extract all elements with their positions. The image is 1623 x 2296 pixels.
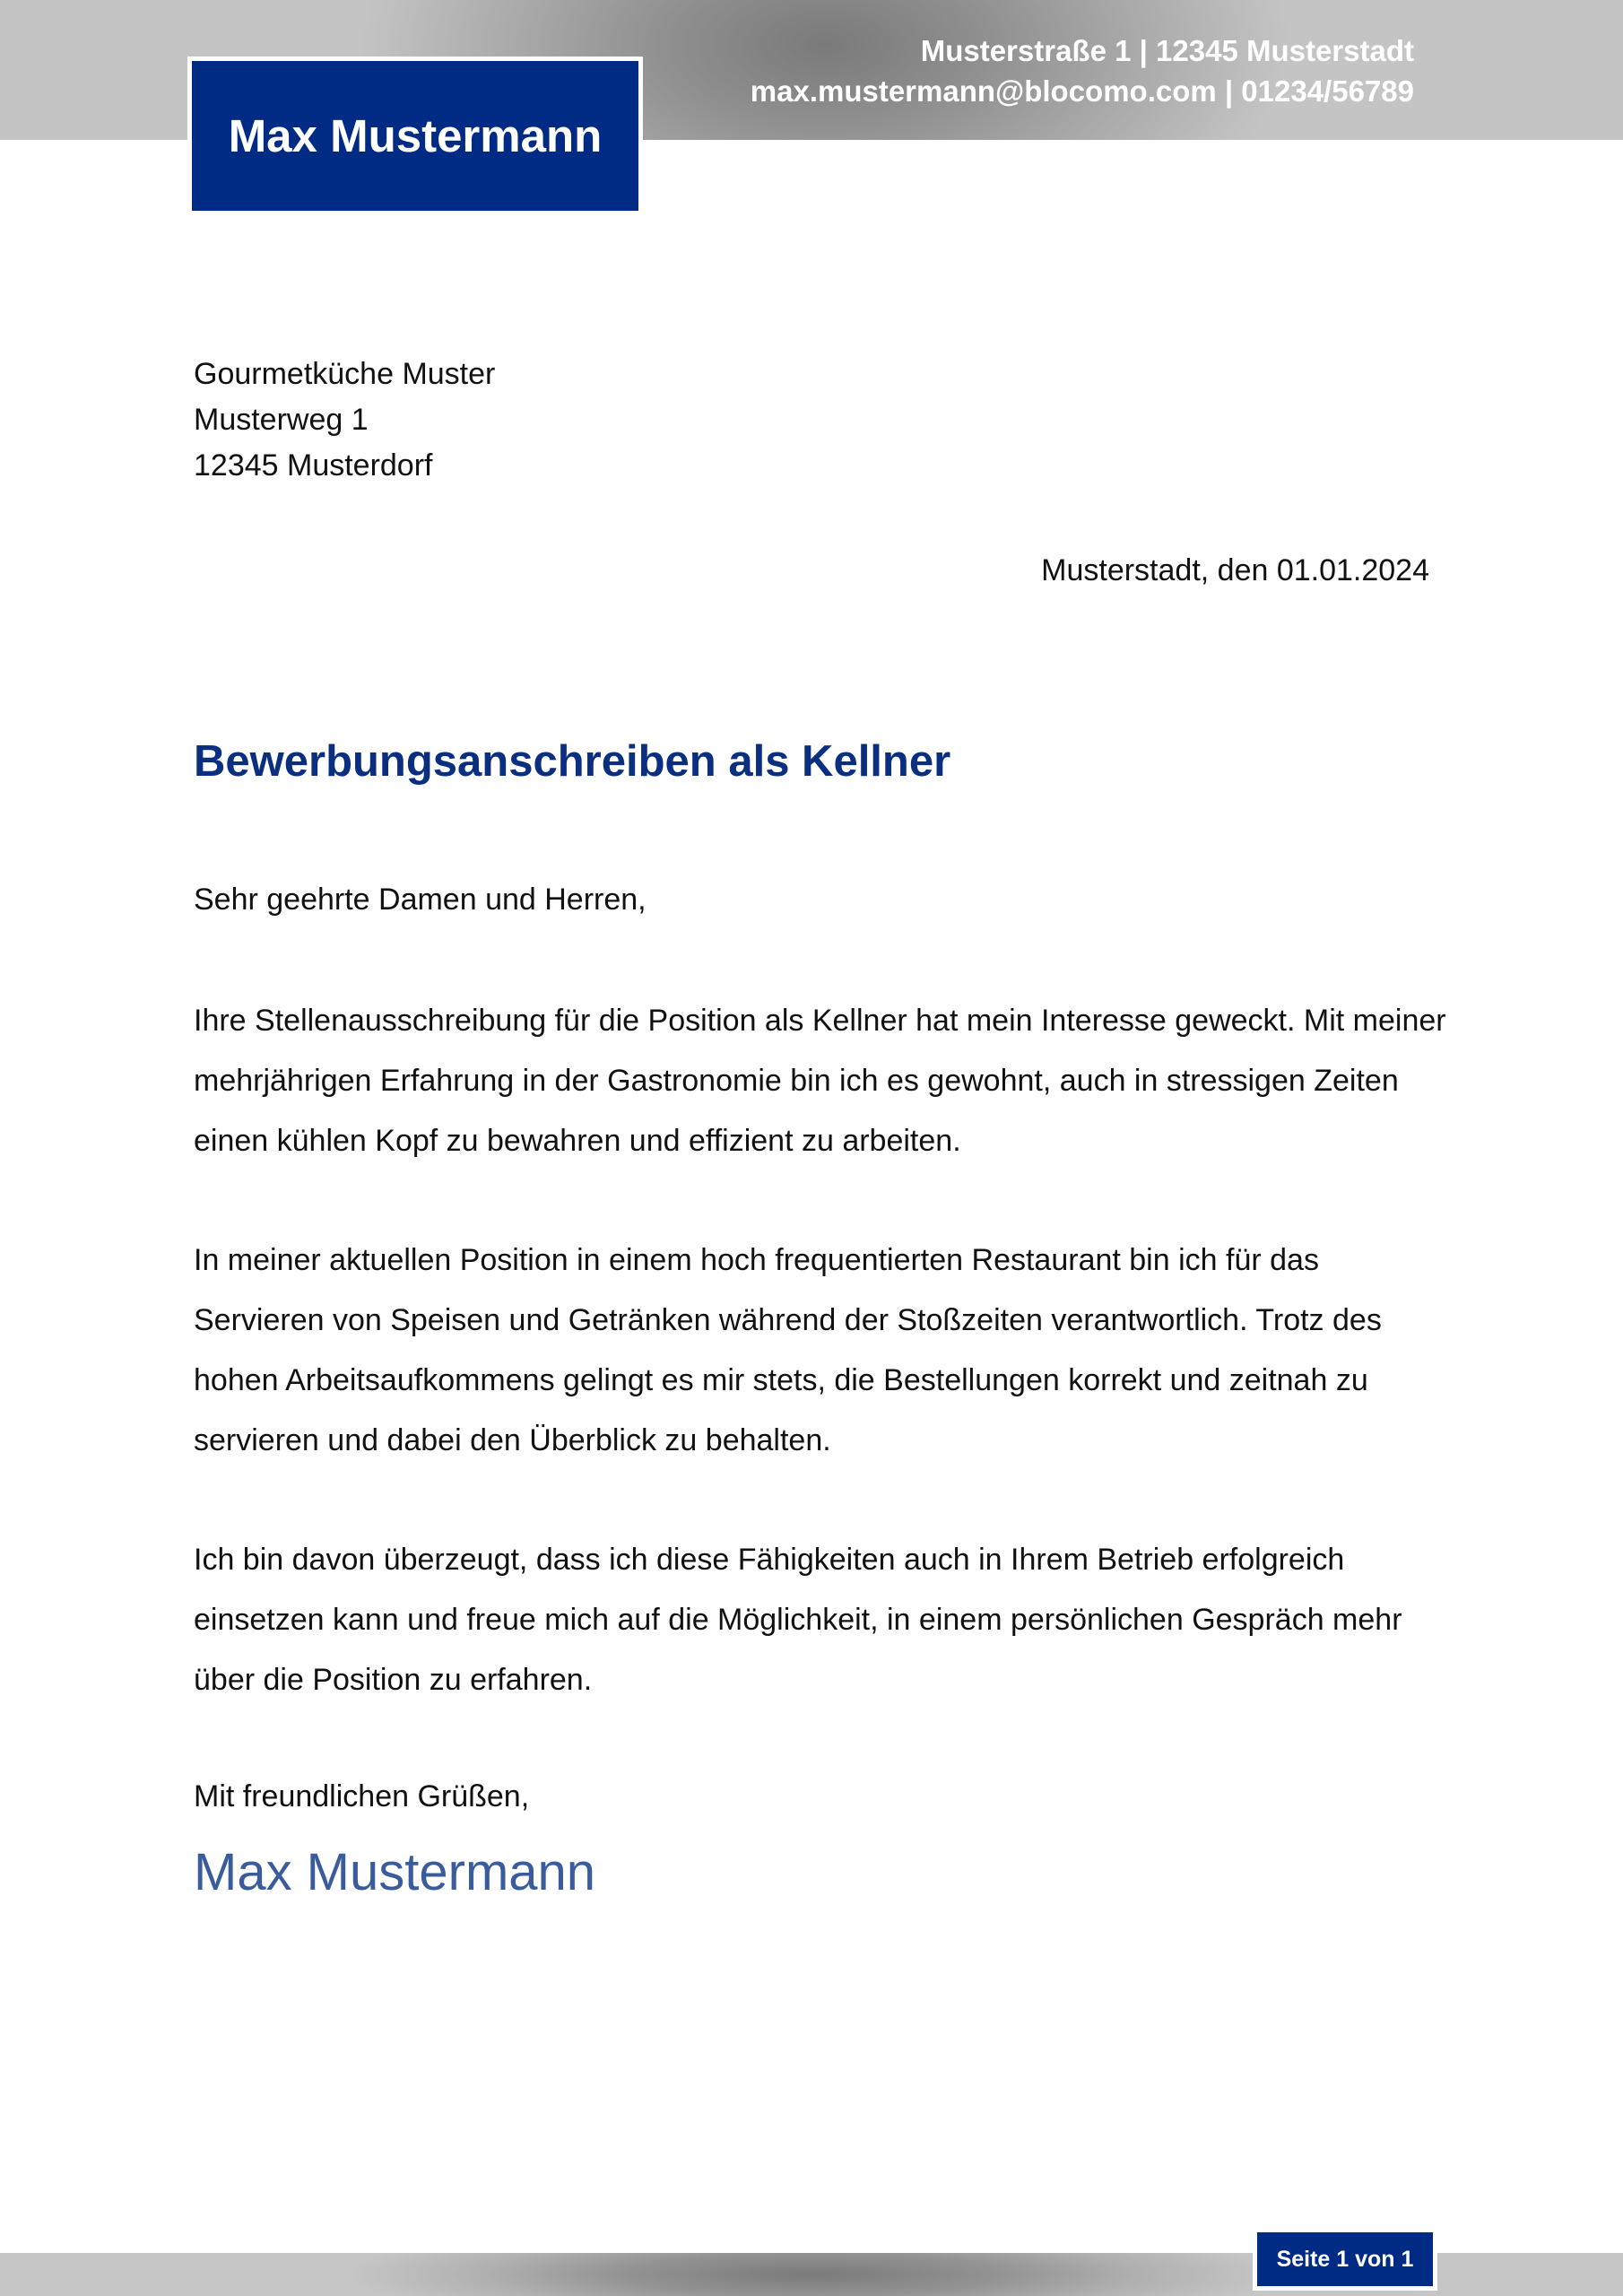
recipient-city: 12345 Musterdorf	[194, 448, 433, 483]
letter-date: Musterstadt, den 01.01.2024	[1041, 553, 1429, 587]
body-paragraph-2: In meiner aktuellen Position in einem hoch frequentierten Restaurant bin ich für das Servieren von Speisen und Getränken während der Stoßzeiten verantwortlich. Trotz des hohen Arbeitsaufkommens gelingt es mir stets, die Bestellungen korrekt und zeitnah zu servieren und dabei den Überblick zu behalten.	[194, 1243, 1382, 1457]
recipient-company: Gourmetküche Muster	[194, 357, 496, 391]
body-paragraph-3: Ich bin davon überzeugt, dass ich diese Fähigkeiten auch in Ihrem Betrieb erfolgreich einsetzen kann und freue mich auf die Möglichkeit, in einem persönlichen Gespräch mehr über die Position zu erfahren.	[194, 1543, 1402, 1697]
body-paragraph-1: Ihre Stellenausschreibung für die Position als Kellner hat mein Interesse geweckt. Mit meiner mehrjährigen Erfahrung in der Gastronomie bin ich es gewohnt, auch in stressigen Zeiten einen kühlen Kopf zu bewahren und effizient zu arbeiten.	[194, 1004, 1446, 1158]
recipient-address	[194, 352, 495, 489]
sender-name: Max Mustermann	[228, 110, 603, 161]
sender-email-phone: max.mustermann@blocomo.com | 01234/56789	[750, 74, 1414, 108]
sender-address: Musterstraße 1 | 12345 Musterstadt	[920, 34, 1414, 67]
signature: Max Mustermann	[194, 1843, 596, 1901]
letter-subject: Bewerbungsanschreiben als Kellner	[194, 737, 951, 786]
recipient-street: Musterweg 1	[194, 403, 369, 437]
page-number-badge	[1253, 2228, 1437, 2291]
page-number-label: Seite 1 von 1	[1276, 2246, 1414, 2272]
sender-name-box	[187, 57, 643, 215]
closing: Mit freundlichen Grüßen,	[194, 1779, 530, 1813]
sender-contact	[751, 30, 1414, 111]
salutation: Sehr geehrte Damen und Herren,	[194, 883, 647, 917]
